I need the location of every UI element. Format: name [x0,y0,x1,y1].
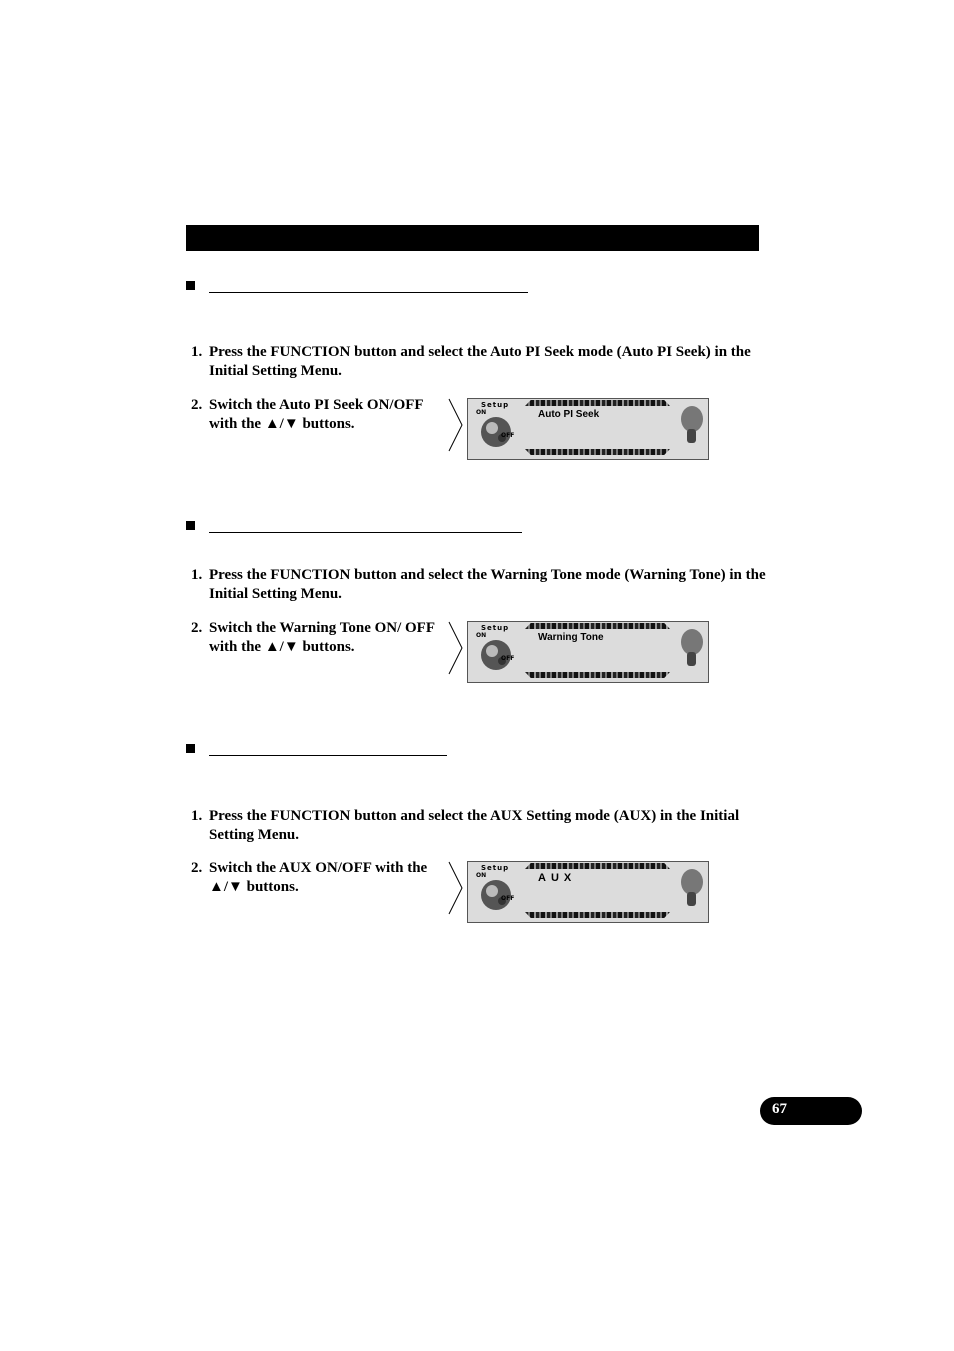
dial-knob-icon [476,633,516,673]
section-heading-line [209,292,528,293]
arrow-right-icon [448,398,464,452]
step-text: Press the FUNCTION button and select the AUX Setting mode (AUX) in the Initial Setting Menu. [209,808,740,843]
step-number: 2. [191,397,203,413]
step-number: 1. [191,344,203,360]
section-bullet [186,521,195,530]
lcd-band [525,449,670,455]
lcd-setup-label: Setup [481,624,510,632]
lcd-off-label: OFF [501,895,515,902]
lcd-band [525,400,670,406]
section-bullet [186,281,195,290]
lcd-on-label: ON [476,872,487,879]
step-text: Switch the Auto PI Seek ON/OFF with the ▲/▼ buttons. [209,397,424,432]
lcd-screen [467,621,709,683]
lcd-screen [467,861,709,923]
step-number: 1. [191,567,203,583]
lcd-on-label: ON [476,632,487,639]
step-number: 1. [191,808,203,824]
step-text: Press the FUNCTION button and select the Auto PI Seek mode (Auto PI Seek) in the Initial Setting Menu. [209,344,751,379]
lcd-mode-text: AUX [538,872,577,884]
step-number: 2. [191,860,203,876]
step-number: 2. [191,620,203,636]
section-bullet [186,744,195,753]
step-text: Press the FUNCTION button and select the Warning Tone mode (Warning Tone) in the Initial Setting Menu. [209,567,766,602]
page-number-badge [760,1097,862,1125]
dial-knob-icon [476,873,516,913]
lcd-setup-label: Setup [481,864,510,872]
dial-knob-icon [476,410,516,450]
hand-icon [678,866,706,908]
lcd-setup-label: Setup [481,401,510,409]
step-text: Switch the Warning Tone ON/ OFF with the ▲/▼ buttons. [209,620,435,655]
step-text: Switch the AUX ON/OFF with the ▲/▼ buttons. [209,860,428,895]
lcd-screen [467,398,709,460]
lcd-off-label: OFF [501,432,515,439]
hand-icon [678,626,706,668]
section-auto-pi-seek [186,281,766,466]
lcd-band [525,672,670,678]
lcd-band [525,623,670,629]
arrow-right-icon [448,861,464,915]
page-number: 67 [772,1101,787,1117]
lcd-mode-text: Warning Tone [538,632,604,643]
section-heading-line [209,532,522,533]
lcd-on-label: ON [476,409,487,416]
header-bar [186,225,759,251]
section-warning-tone [186,521,766,706]
section-heading-line [209,755,447,756]
lcd-band [525,912,670,918]
section-aux [186,744,766,929]
lcd-mode-text: Auto PI Seek [538,409,600,420]
arrow-right-icon [448,621,464,675]
hand-icon [678,403,706,445]
lcd-band [525,863,670,869]
lcd-off-label: OFF [501,655,515,662]
